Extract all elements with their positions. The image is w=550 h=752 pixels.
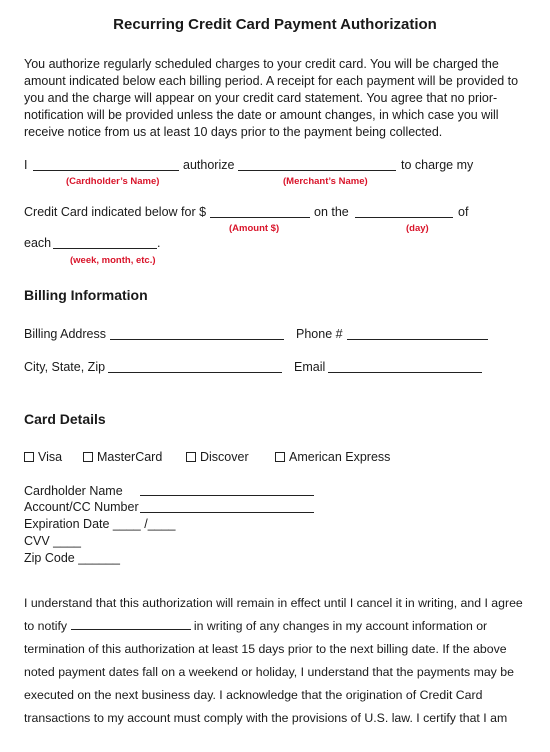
cardholder-hint: (Cardholder’s Name) (66, 176, 160, 187)
day-hint: (day) (406, 223, 429, 234)
email-label: Email (294, 360, 326, 374)
zip-code-label: Zip Code ______ (24, 551, 120, 565)
cvv-label: CVV ____ (24, 534, 81, 548)
document-title: Recurring Credit Card Payment Authorization (113, 16, 437, 33)
checkbox-icon[interactable] (24, 452, 34, 462)
authorize-mid: authorize (183, 158, 235, 172)
checkbox-icon[interactable] (83, 452, 93, 462)
city-state-zip-field[interactable] (108, 372, 282, 373)
amount-field[interactable] (210, 217, 310, 218)
amount-suffix: of (458, 205, 469, 219)
merchant-hint: (Merchant’s Name) (283, 176, 368, 187)
card-option-label: American Express (289, 450, 391, 464)
card-heading: Card Details (24, 411, 106, 427)
billing-heading: Billing Information (24, 287, 148, 303)
account-number-label: Account/CC Number (24, 500, 139, 514)
amount-hint: (Amount $) (229, 223, 280, 234)
expiration-date-label: Expiration Date ____ /____ (24, 517, 176, 531)
checkbox-icon[interactable] (275, 452, 285, 462)
cardholder-name-field[interactable] (33, 170, 179, 171)
merchant-name-field[interactable] (238, 170, 396, 171)
card-option-amex[interactable] (275, 450, 390, 464)
period-field[interactable] (53, 248, 157, 249)
card-option-visa[interactable] (24, 450, 62, 464)
notify-party-field[interactable] (71, 619, 191, 630)
checkbox-icon[interactable] (186, 452, 196, 462)
card-option-mastercard[interactable] (83, 450, 162, 464)
authorize-prefix: I (24, 158, 28, 172)
period-hint: (week, month, etc.) (70, 255, 156, 266)
intro-paragraph: You authorize regularly scheduled charges to your credit card. You will be charged the amount indicated below each billing period. A receipt for each payment will be provided to you and the charge will appear on your credit card statement. You agree that no prior-notification will be provided unless the date or amount changes, in which case you will receive notice from us at least 10 days prior to the payment being collected. (24, 57, 519, 139)
amount-prefix: Credit Card indicated below for $ (24, 205, 207, 219)
card-option-label: Discover (200, 450, 249, 464)
closing-part1: I understand that this authorization will remain in effect until I cancel it in writing, and I agree to notify (24, 596, 523, 633)
day-field[interactable] (355, 217, 453, 218)
amount-mid: on the (314, 205, 349, 219)
billing-address-label: Billing Address (24, 327, 106, 341)
card-option-discover[interactable] (186, 450, 249, 464)
email-field[interactable] (328, 372, 482, 373)
phone-label: Phone # (296, 327, 343, 341)
card-option-label: Visa (38, 450, 63, 464)
closing-paragraph (24, 592, 526, 730)
card-holder-field[interactable] (140, 495, 314, 496)
billing-address-field[interactable] (110, 339, 284, 340)
account-number-field[interactable] (140, 512, 314, 513)
closing-part2: in writing of any changes in my account information or termination of this authorization at least 15 days prior to the next billing date. If the above noted payment dates fall on a weekend or holiday, I understand that the payments may be executed on the next business day. I acknowledge that the origination of Credit Card transactions to my account must comply with the provisions of U.S. law. I certify that I am (24, 619, 514, 725)
each-suffix: . (157, 236, 161, 250)
city-state-zip-label: City, State, Zip (24, 360, 106, 374)
phone-field[interactable] (347, 339, 488, 340)
authorize-suffix: to charge my (401, 158, 474, 172)
card-option-label: MasterCard (97, 450, 163, 464)
cardholder-name-label: Cardholder Name (24, 484, 123, 498)
each-prefix: each (24, 236, 52, 250)
